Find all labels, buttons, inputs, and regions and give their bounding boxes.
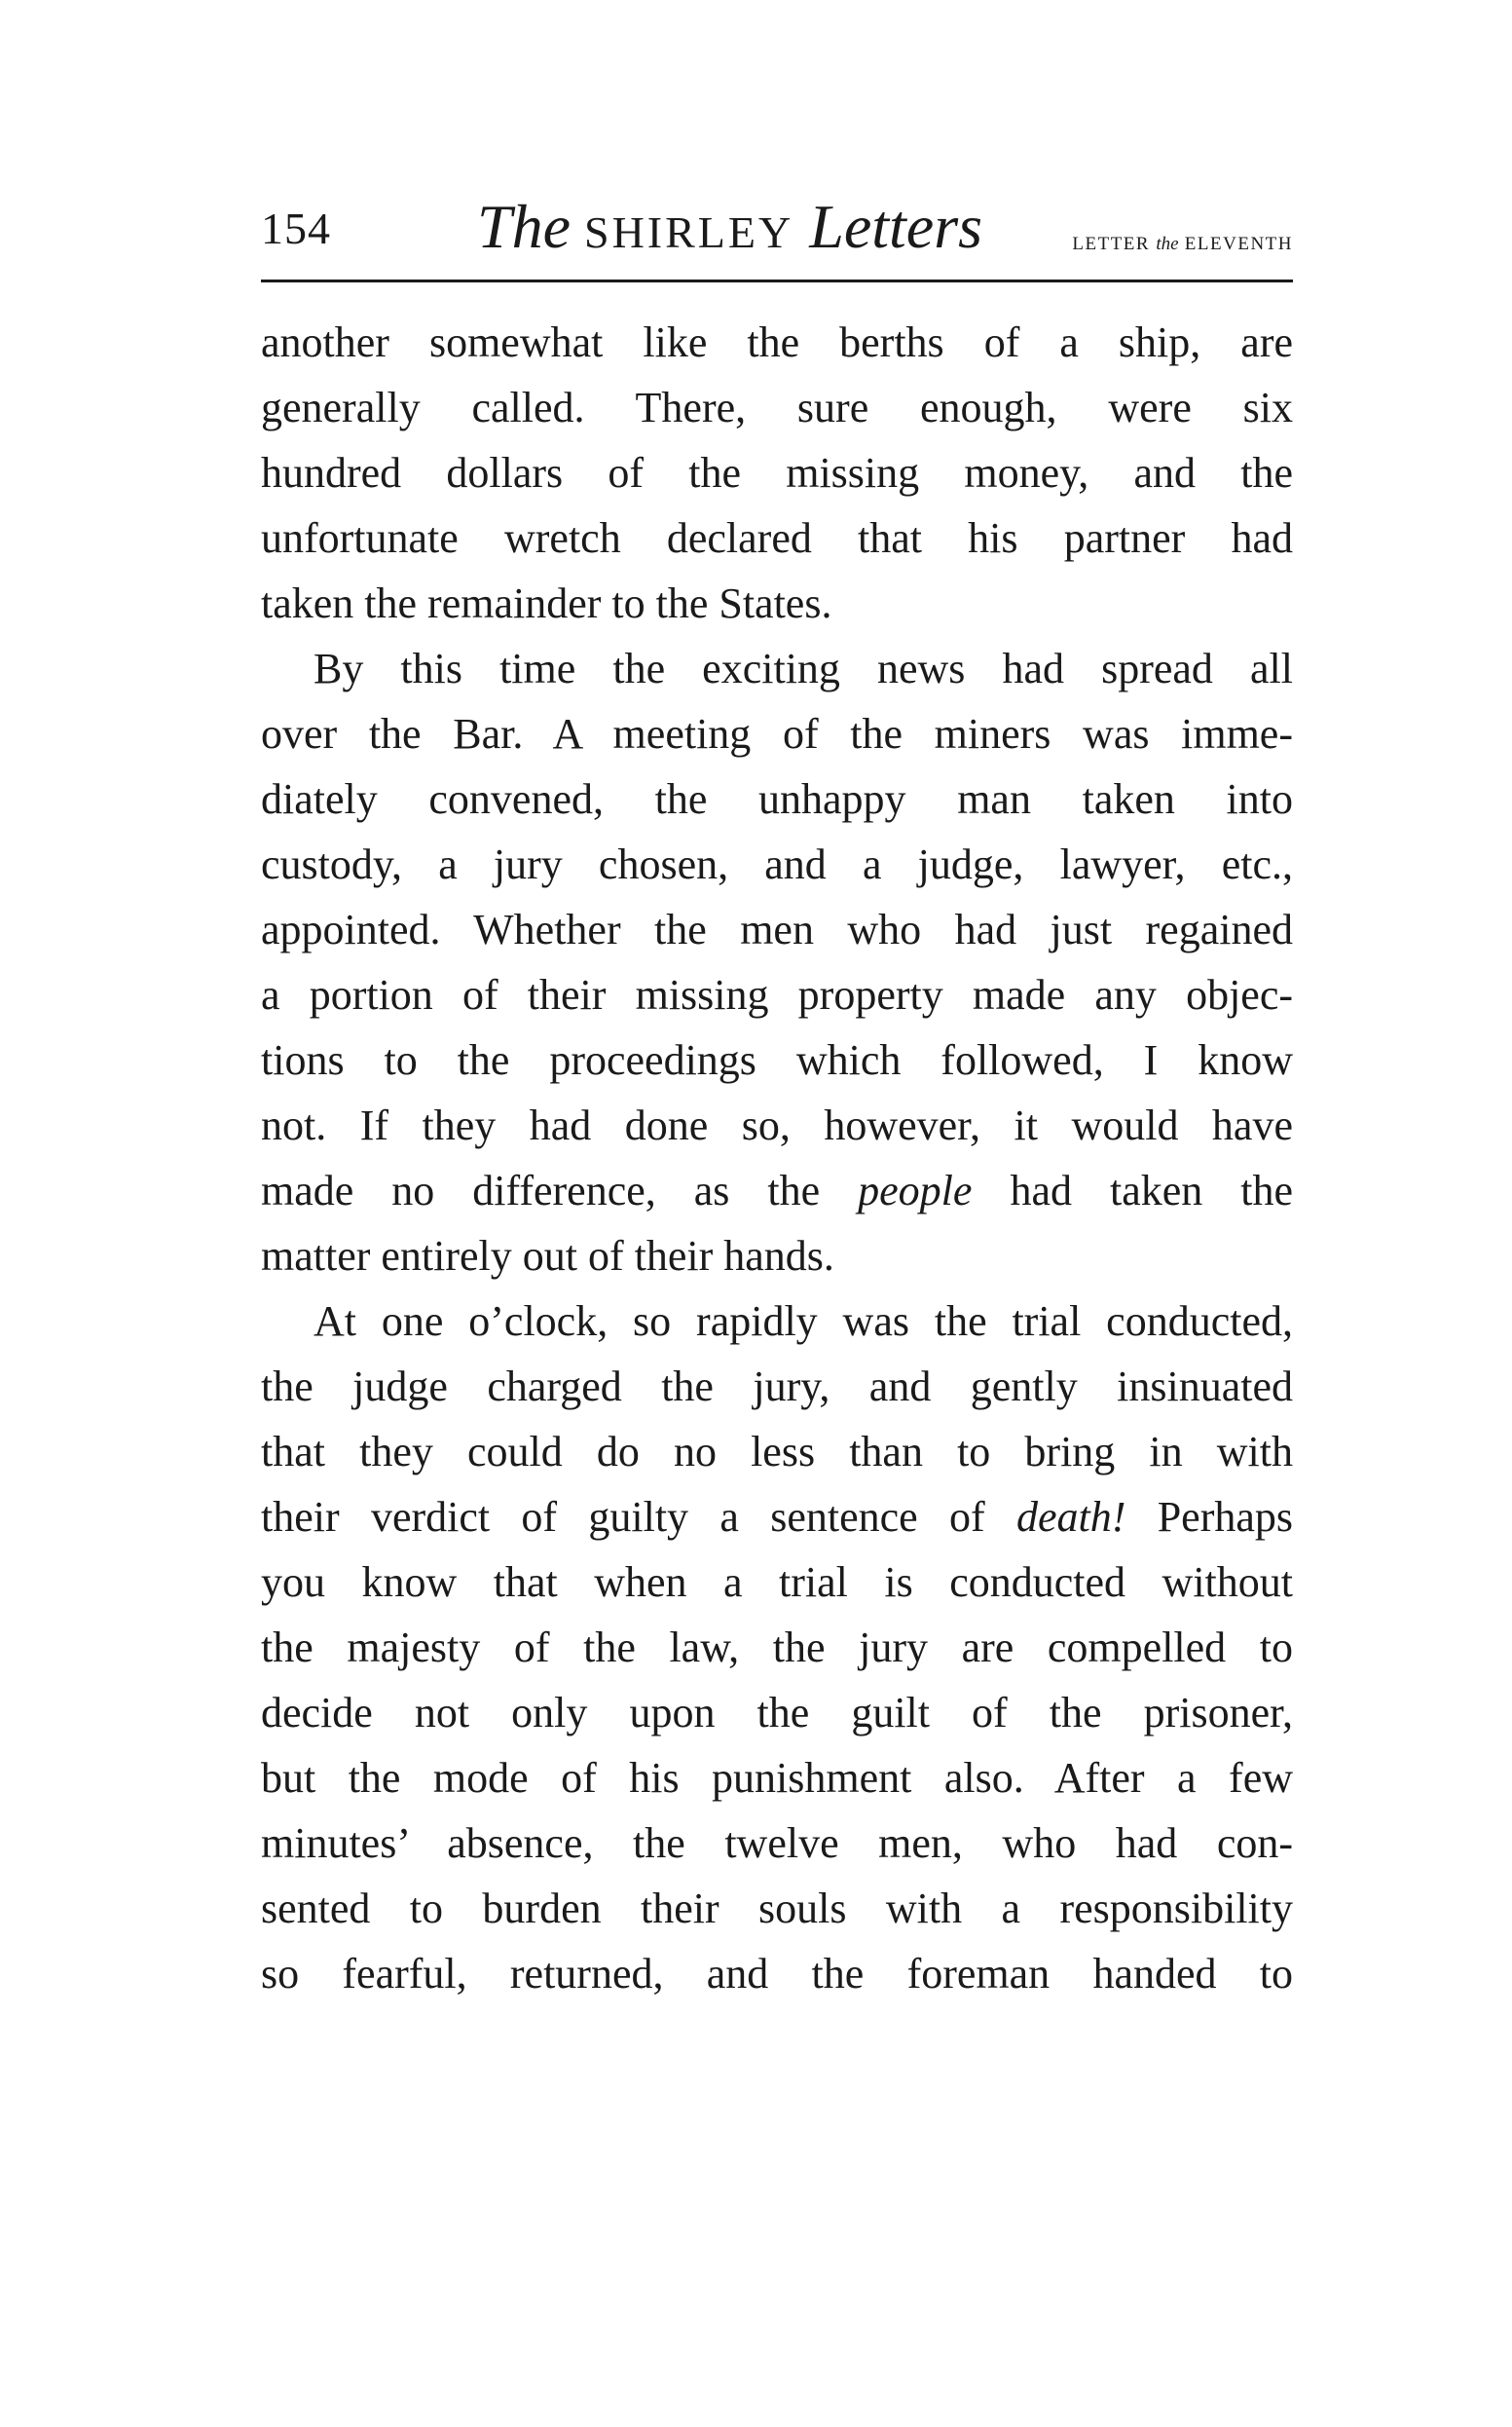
text-line: generally called. There, sure enough, were six: [261, 384, 1293, 431]
chapter-word-the: the: [1156, 234, 1179, 254]
emphasis-death: death!: [1015, 1493, 1126, 1541]
title-letters: Letters: [809, 192, 983, 261]
header-rule: [261, 280, 1293, 282]
text-run: made no difference, as the: [261, 1167, 859, 1214]
text-line: hundred dollars of the missing money, and the: [261, 449, 1293, 497]
text-line: [261, 1484, 1293, 1550]
text-line: but the mode of his punishment also. After a few: [261, 1754, 1293, 1802]
text-line: taken the remainder to the States.: [261, 579, 832, 627]
text-run: their verdict of guilty a sentence of: [261, 1493, 1016, 1541]
chapter-word-letter: LETTER: [1072, 234, 1151, 254]
text-line: tions to the proceedings which followed, I know: [261, 1036, 1293, 1084]
text-line: sented to burden their souls with a responsibility: [261, 1885, 1293, 1932]
text-line: matter entirely out of their hands.: [261, 1232, 834, 1280]
text-run: Perhaps: [1125, 1493, 1293, 1541]
text-line: appointed. Whether the men who had just regained: [261, 906, 1293, 953]
text-line: diately convened, the unhappy man taken into: [261, 775, 1293, 823]
chapter-word-eleventh: ELEVENTH: [1184, 234, 1293, 254]
text-line: not. If they had done so, however, it would have: [261, 1101, 1293, 1149]
body-text: [261, 310, 1293, 2006]
text-run: had taken the: [972, 1167, 1293, 1214]
text-line: the judge charged the jury, and gently insinuated: [261, 1363, 1293, 1410]
text-line: another somewhat like the berths of a ship, are: [261, 318, 1293, 366]
text-line: custody, a jury chosen, and a judge, lawyer, etc.,: [261, 840, 1293, 888]
text-line: unfortunate wretch declared that his partner had: [261, 514, 1293, 562]
text-line: [261, 1158, 1293, 1223]
text-line: over the Bar. A meeting of the miners was imme-: [261, 710, 1293, 758]
running-title: [477, 191, 982, 263]
text-line: that they could do no less than to bring in with: [261, 1428, 1293, 1475]
emphasis-people: people: [858, 1167, 973, 1214]
text-line: you know that when a trial is conducted without: [261, 1558, 1293, 1606]
title-the: The: [477, 192, 571, 261]
text-line: so fearful, returned, and the foreman handed to: [261, 1950, 1293, 1998]
text-line: minutes’ absence, the twelve men, who had con-: [261, 1819, 1293, 1867]
chapter-label: [1072, 234, 1293, 255]
text-line: a portion of their missing property made any objec-: [261, 971, 1293, 1019]
text-line: By this time the exciting news had spread all: [313, 645, 1293, 692]
title-shirley: SHIRLEY: [584, 207, 794, 257]
text-line: At one o’clock, so rapidly was the trial conducted,: [313, 1297, 1293, 1345]
running-header: [261, 191, 1293, 269]
text-line: decide not only upon the guilt of the prisoner,: [261, 1689, 1293, 1736]
text-line: the majesty of the law, the jury are compelled to: [261, 1624, 1293, 1671]
page-number: 154: [261, 204, 331, 253]
